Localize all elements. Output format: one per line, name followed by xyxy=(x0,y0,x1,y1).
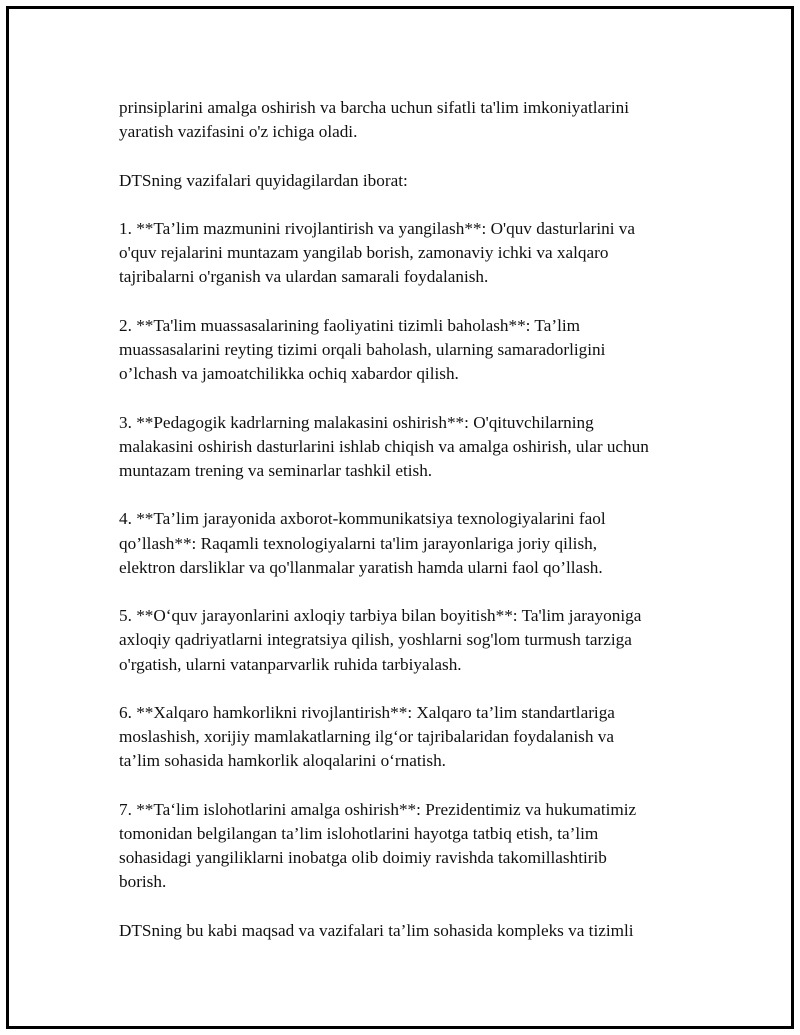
list-item-7: 7. **Ta‘lim islohotlarini amalga oshirish**: Prezidentimiz va hukumatimiz tomonidan belgilangan ta’lim islohotlarini hayotga tatbiq etish, ta’lim sohasidagi yangiliklarni inobatga olib doimiy ravishda takomillashtirib borish. xyxy=(119,799,637,892)
page-frame xyxy=(6,6,794,1029)
list-item-5: 5. **O‘quv jarayonlarini axloqiy tarbiya bilan boyitish**: Ta'lim jarayoniga axloqiy qadriyatlarni integratsiya qilish, yoshlarni sog'lom turmush tarziga o'rgatish, ularni vatanparvarlik ruhida tarbiyalash. xyxy=(119,606,642,674)
paragraph-closing: DTSning bu kabi maqsad va vazifalari ta’lim sohasida kompleks va tizimli xyxy=(119,920,634,940)
list-item-6: 6. **Xalqaro hamkorlikni rivojlantirish**: Xalqaro ta’lim standartlariga moslashish, xorijiy mamlakatlarning ilg‘or tajribalaridan foydalanish va ta’lim sohasida hamkorlik aloqalarini o‘rnatish. xyxy=(119,702,615,771)
paragraph-tasks-heading: DTSning vazifalari quyidagilardan iborat: xyxy=(119,170,408,190)
list-item-1: 1. **Ta’lim mazmunini rivojlantirish va yangilash**: O'quv dasturlarini va o'quv rejalarini muntazam yangilab borish, zamonaviy ichki va xalqaro tajribalarni o'rganish va ulardan samarali foydalanish. xyxy=(119,218,635,287)
document-body xyxy=(119,96,709,967)
list-item-2: 2. **Ta'lim muassasalarining faoliyatini tizimli baholash**: Ta’lim muassasalarini reyting tizimi orqali baholash, ularning samaradorligini o’lchash va jamoatchilikka ochiq xabardor qilish. xyxy=(119,315,606,384)
list-item-4: 4. **Ta’lim jarayonida axborot-kommunikatsiya texnologiyalarini faol qo’llash**: Raqamli texnologiyalarni ta'lim jarayonlariga joriy qilish, elektron darsliklar va qo'llanmalar yaratish hamda ularni faol qo’llash. xyxy=(119,509,606,577)
list-item-3: 3. **Pedagogik kadrlarning malakasini oshirish**: O'qituvchilarning malakasini oshirish dasturlarini ishlab chiqish va amalga oshirish, ular uchun muntazam trening va seminarlar tashkil etish. xyxy=(119,412,649,480)
paragraph-intro-continuation: prinsiplarini amalga oshirish va barcha uchun sifatli ta'lim imkoniyatlarini yaratish vazifasini o'z ichiga oladi. xyxy=(119,98,630,142)
